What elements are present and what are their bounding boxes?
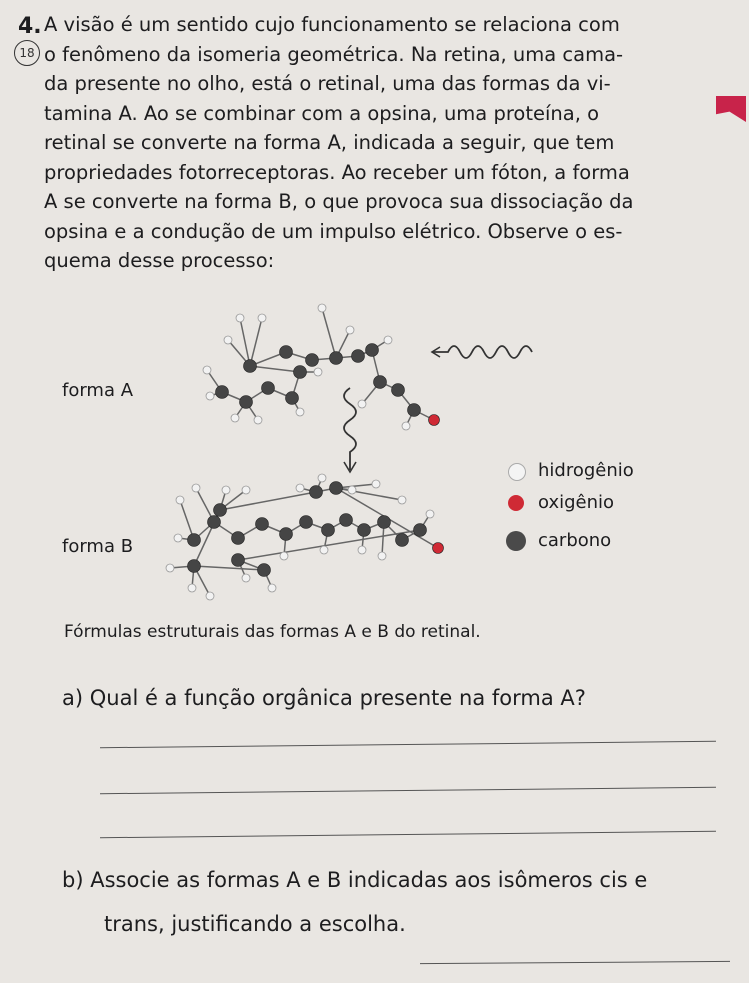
hydrogen-atom (384, 336, 392, 344)
bond (250, 318, 262, 366)
carbon-atom (310, 486, 323, 499)
hydrogen-atom (224, 336, 232, 344)
hydrogen-atom (176, 496, 184, 504)
carbon-atom (232, 554, 245, 567)
legend-label: carbono (538, 530, 612, 551)
carbon-atom (340, 514, 353, 527)
form-a-molecule (203, 304, 440, 430)
hydrogen-atom (188, 584, 196, 592)
legend-oxygen (538, 492, 614, 513)
hydrogen-atom (378, 552, 386, 560)
hydrogen-atom (358, 546, 366, 554)
carbon-atom (258, 564, 271, 577)
hydrogen-atom (236, 314, 244, 322)
question-badge: 18 (14, 40, 40, 66)
carbon-atom (408, 404, 421, 417)
hydrogen-atom (348, 486, 356, 494)
hydrogen-atom (358, 400, 366, 408)
part-a-question: a) Qual é a função orgânica presente na forma A? (62, 686, 586, 710)
legend-label: oxigênio (538, 492, 615, 513)
hydrogen-atom (258, 314, 266, 322)
conversion-arrow-icon (344, 388, 356, 470)
hydrogen-atom (318, 304, 326, 312)
part-b-question (62, 868, 722, 936)
hydrogen-atom (254, 416, 262, 424)
hydrogen-atom (166, 564, 174, 572)
oxygen-swatch (508, 495, 524, 511)
carbon-atom (232, 532, 245, 545)
carbon-atom (244, 360, 257, 373)
intro-line: da presente no olho, está o retinal, uma das formas da vi- (44, 72, 611, 95)
form-b-molecule (166, 474, 444, 600)
carbon-atom (216, 386, 229, 399)
legend-hydrogen (538, 460, 634, 481)
carbon-atom (330, 482, 343, 495)
hydrogen-atom (296, 484, 304, 492)
carbon-atom (378, 516, 391, 529)
hydrogen-atom (206, 392, 214, 400)
hydrogen-atom (280, 552, 288, 560)
intro-line: tamina A. Ao se combinar com a opsina, uma proteína, o (44, 101, 600, 125)
hydrogen-atom (174, 534, 182, 542)
carbon-atom (358, 524, 371, 537)
oxygen-atom (433, 543, 444, 554)
carbon-atom (396, 534, 409, 547)
hydrogen-atom (346, 326, 354, 334)
carbon-atom (330, 352, 343, 365)
bond (250, 366, 300, 372)
carbon-atom (240, 396, 253, 409)
carbon-swatch (506, 531, 526, 551)
hydrogen-atom (318, 474, 326, 482)
hydrogen-atom (242, 574, 250, 582)
carbon-atom (280, 346, 293, 359)
carbon-atom (414, 524, 427, 537)
hydrogen-atom (231, 414, 239, 422)
carbon-atom (214, 504, 227, 517)
hydrogen-atom (320, 546, 328, 554)
intro-line: quema desse processo: (44, 249, 275, 272)
hydrogen-atom (372, 480, 380, 488)
carbon-atom (300, 516, 313, 529)
hydrogen-atom (192, 484, 200, 492)
carbon-atom (256, 518, 269, 531)
hydrogen-atom (203, 366, 211, 374)
carbon-atom (188, 560, 201, 573)
carbon-atom (322, 524, 335, 537)
hydrogen-atom (314, 368, 322, 376)
carbon-atom (188, 534, 201, 547)
intro-line: A visão é um sentido cujo funcionamento se relaciona com (44, 13, 620, 36)
form-b-label: forma B (62, 536, 134, 557)
hydrogen-swatch (508, 463, 526, 481)
form-a-label: forma A (62, 380, 134, 401)
carbon-atom (208, 516, 221, 529)
hydrogen-atom (426, 510, 434, 518)
hydrogen-atom (222, 486, 230, 494)
question-number: 4. (18, 14, 42, 39)
intro-line: retinal se converte na forma A, indicada a seguir, que tem (44, 131, 615, 154)
carbon-atom (392, 384, 405, 397)
oxygen-atom (429, 415, 440, 426)
carbon-atom (262, 382, 275, 395)
intro-line: opsina e a condução de um impulso elétrico. Observe o es- (44, 219, 623, 243)
carbon-atom (366, 344, 379, 357)
carbon-atom (306, 354, 319, 367)
carbon-atom (286, 392, 299, 405)
bond (220, 492, 316, 510)
hydrogen-atom (268, 584, 276, 592)
intro-line: o fenômeno da isomeria geométrica. Na retina, uma cama- (44, 42, 624, 66)
hydrogen-atom (242, 486, 250, 494)
hydrogen-atom (398, 496, 406, 504)
photon-wave-icon (432, 346, 532, 358)
hydrogen-atom (402, 422, 410, 430)
bond (240, 318, 250, 366)
part-b-line-2: trans, justificando a escolha. (104, 912, 406, 936)
figure-caption: Fórmulas estruturais das formas A e B do retinal. (64, 622, 481, 642)
bond (322, 308, 336, 358)
carbon-atom (374, 376, 387, 389)
intro-line: A se converte na forma B, o que provoca sua dissociação da (44, 190, 634, 213)
part-b-line-1: b) Associe as formas A e B indicadas aos isômeros cis e (62, 868, 648, 892)
carbon-atom (294, 366, 307, 379)
carbon-atom (352, 350, 365, 363)
intro-line: propriedades fotorreceptoras. Ao receber um fóton, a forma (44, 160, 630, 184)
legend-label: hidrogênio (538, 460, 634, 481)
hydrogen-atom (206, 592, 214, 600)
hydrogen-atom (296, 408, 304, 416)
carbon-atom (280, 528, 293, 541)
legend-carbon (538, 530, 611, 551)
